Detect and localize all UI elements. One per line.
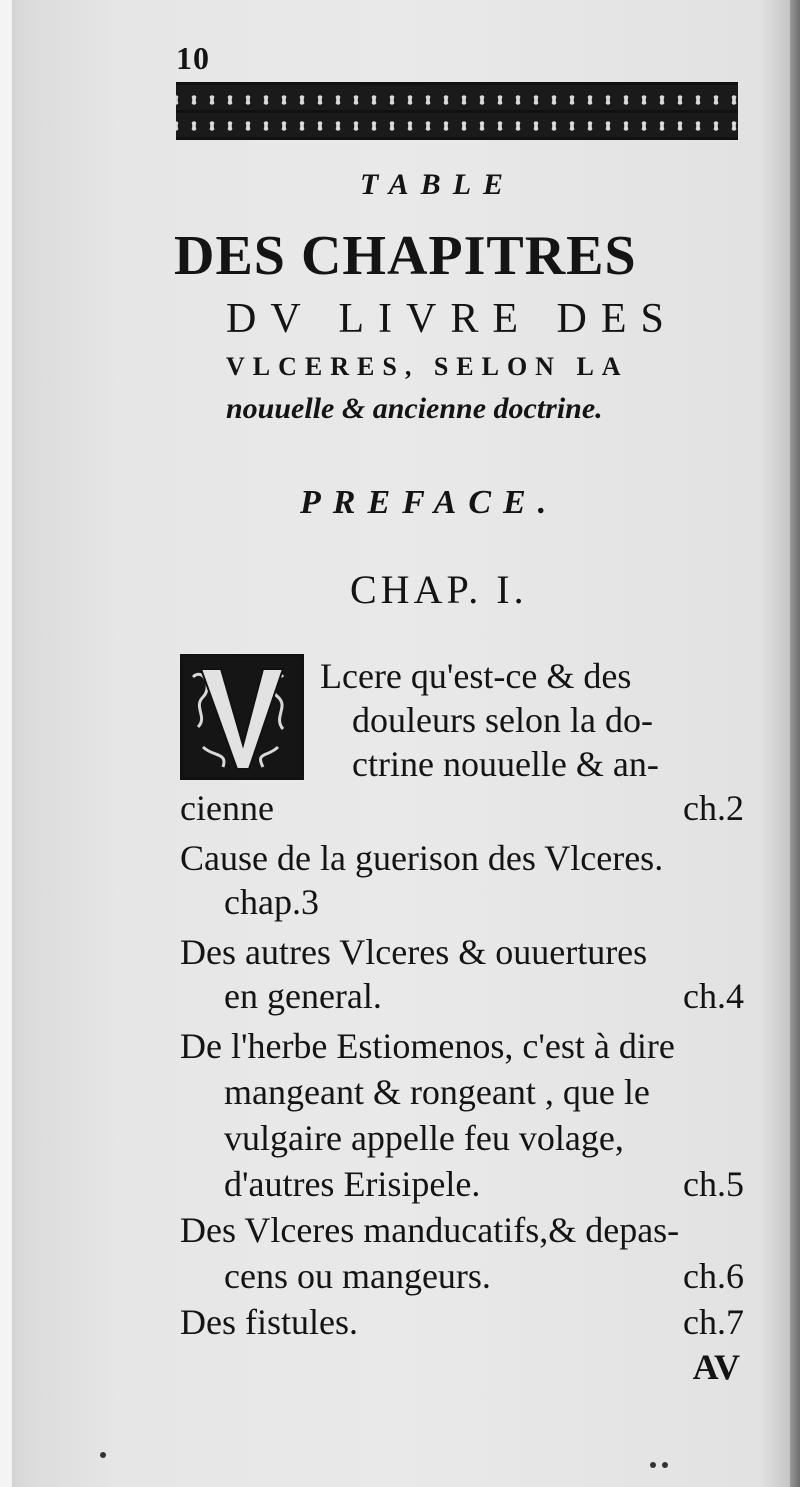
toc-entry-1-line-2: douleurs selon la do- (352, 700, 653, 740)
toc-entry-4-line-4 (224, 1162, 744, 1206)
title-line-3: VLCERES, SELON LA (226, 352, 629, 381)
page-number: 10 (176, 40, 210, 76)
toc-entry-6-line-1 (180, 1300, 744, 1344)
heading-table: TABLE (360, 168, 516, 201)
toc-entry-6-ref: ch.7 (683, 1302, 744, 1342)
toc-entry-5-line-2 (224, 1254, 744, 1298)
preface-heading: PREFACE. (300, 484, 559, 521)
toc-entry-5-line-1: Des Vlceres manducatifs,& depas- (180, 1210, 680, 1250)
chapter-heading: CHAP. I. (350, 567, 528, 612)
title-line-1: DES CHAPITRES (174, 225, 637, 287)
toc-entry-4-text: d'autres Erisipele. (224, 1164, 481, 1204)
toc-entry-4-line-3: vulgaire appelle feu volage, (224, 1118, 624, 1158)
toc-entry-4-line-1: De l'herbe Estiomenos, c'est à dire (180, 1026, 675, 1066)
toc-entry-5-text: cens ou mangeurs. (224, 1256, 491, 1296)
toc-entry-3-line-2 (224, 974, 744, 1018)
toc-entry-3-ref: ch.4 (683, 976, 744, 1016)
catchword: AV (692, 1347, 740, 1387)
toc-entry-2-line-2: chap.3 (224, 882, 319, 922)
drop-cap-ornament (183, 657, 301, 777)
page-left-edge (0, 0, 12, 1487)
toc-entry-1-line-4 (180, 786, 744, 830)
toc-entry-1-line-3: ctrine nouuelle & an- (352, 744, 659, 784)
toc-entry-4-ref: ch.5 (683, 1164, 744, 1204)
decorative-border-icon (176, 82, 738, 140)
speck-mark (662, 1462, 668, 1468)
ornamental-letter-V-icon (180, 654, 304, 780)
title-line-2: DV LIVRE DES (226, 296, 678, 342)
speck-mark (100, 1452, 106, 1458)
toc-entry-1-ref: ch.2 (683, 788, 744, 828)
toc-entry-3-text: en general. (224, 976, 382, 1016)
title-line-4: nouuelle & ancienne doctrine. (226, 392, 603, 425)
page-gutter-shadow (790, 0, 800, 1487)
toc-entry-5-ref: ch.6 (683, 1256, 744, 1296)
toc-entry-1-line-1: Lcere qu'est-ce & des (320, 656, 632, 696)
toc-entry-3-line-1: Des autres Vlceres & ouuertures (180, 932, 648, 972)
toc-entry-1-text: cienne (180, 788, 274, 828)
toc-entry-4-line-2: mangeant & rongeant , que le (224, 1072, 650, 1112)
toc-entry-2-line-1: Cause de la guerison des Vlceres. (180, 838, 664, 878)
toc-entry-6-text: Des fistules. (180, 1302, 358, 1342)
speck-mark (650, 1462, 656, 1468)
